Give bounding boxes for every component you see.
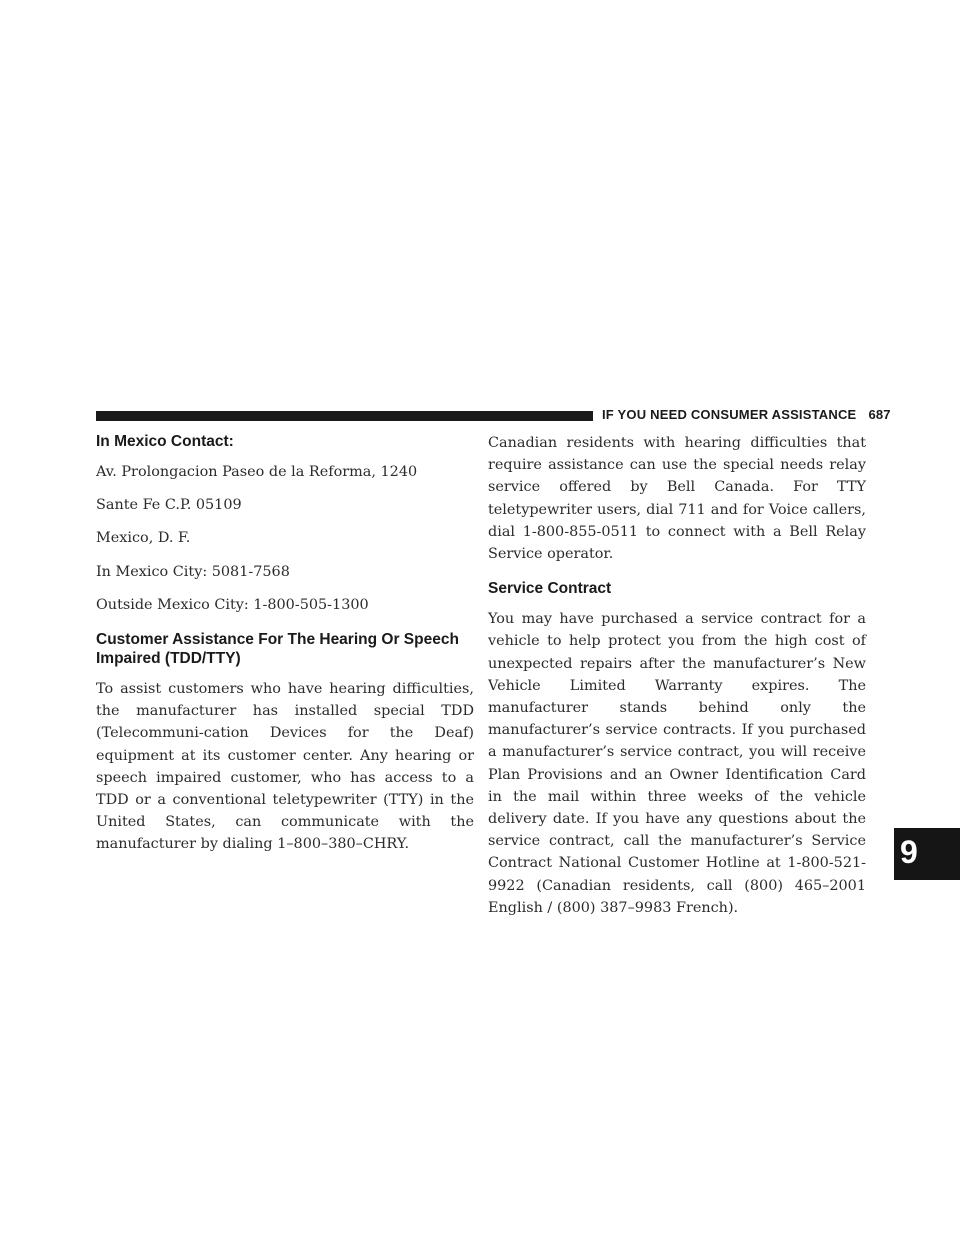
mexico-heading: In Mexico Contact: (96, 433, 234, 450)
chapter-number: 9 (900, 834, 918, 870)
outside-mexico-phone: Outside Mexico City: 1-800-505-1300 (96, 596, 369, 613)
address-line-1: Av. Prolongacion Paseo de la Reforma, 1240 (96, 464, 418, 480)
chapter-tab (894, 828, 960, 880)
header-rule (96, 411, 593, 421)
running-header (602, 407, 891, 422)
mexico-city-phone: In Mexico City: 5081-7568 (96, 563, 290, 580)
canada-paragraph: Canadian residents with hearing difficulties that require assistance can use the special needs relay service offered by Bell Canada. For TTY teletypewriter users, dial 711 and for Voice callers, dial 1-800-855-0511 to connect with a Bell Relay Service operator. (488, 435, 866, 563)
address-line-3: Mexico, D. F. (96, 530, 191, 547)
address-line-2: Sante Fe C.P. 05109 (96, 497, 242, 514)
page-number: 687 (868, 407, 891, 422)
section-title: IF YOU NEED CONSUMER ASSISTANCE (602, 407, 857, 422)
left-column (96, 432, 474, 865)
right-column (488, 432, 866, 928)
tdd-heading: Customer Assistance For The Hearing Or Speech Impaired (TDD/TTY) (96, 631, 459, 668)
tdd-paragraph: To assist customers who have hearing difficulties, the manufacturer has installed special TDD (Telecommuni-cation Devices for the Deaf) equipment at its customer center. Any hearing or speech impaired customer, who has access to a TDD or a conventional teletypewriter (TTY) in the United States, can communicate with the manufacturer by dialing 1–800–380–CHRY. (96, 681, 474, 853)
service-contract-paragraph: You may have purchased a service contract for a vehicle to help protect you from the high cost of unexpected repairs after the manufacturer’s New Vehicle Limited Warranty expires. The manufacturer stands behind only the manufacturer’s service contracts. If you purchased a manufacturer’s service contract, you will receive Plan Provisions and an Owner Identification Card in the mail within three weeks of the vehicle delivery date. If you have any questions about the service contract, call the manufacturer’s Service Contract National Customer Hotline at 1-800-521-9922 (Canadian residents, call (800) 465–2001 English / (800) 387–9983 French). (488, 611, 866, 916)
service-contract-heading: Service Contract (488, 580, 612, 598)
